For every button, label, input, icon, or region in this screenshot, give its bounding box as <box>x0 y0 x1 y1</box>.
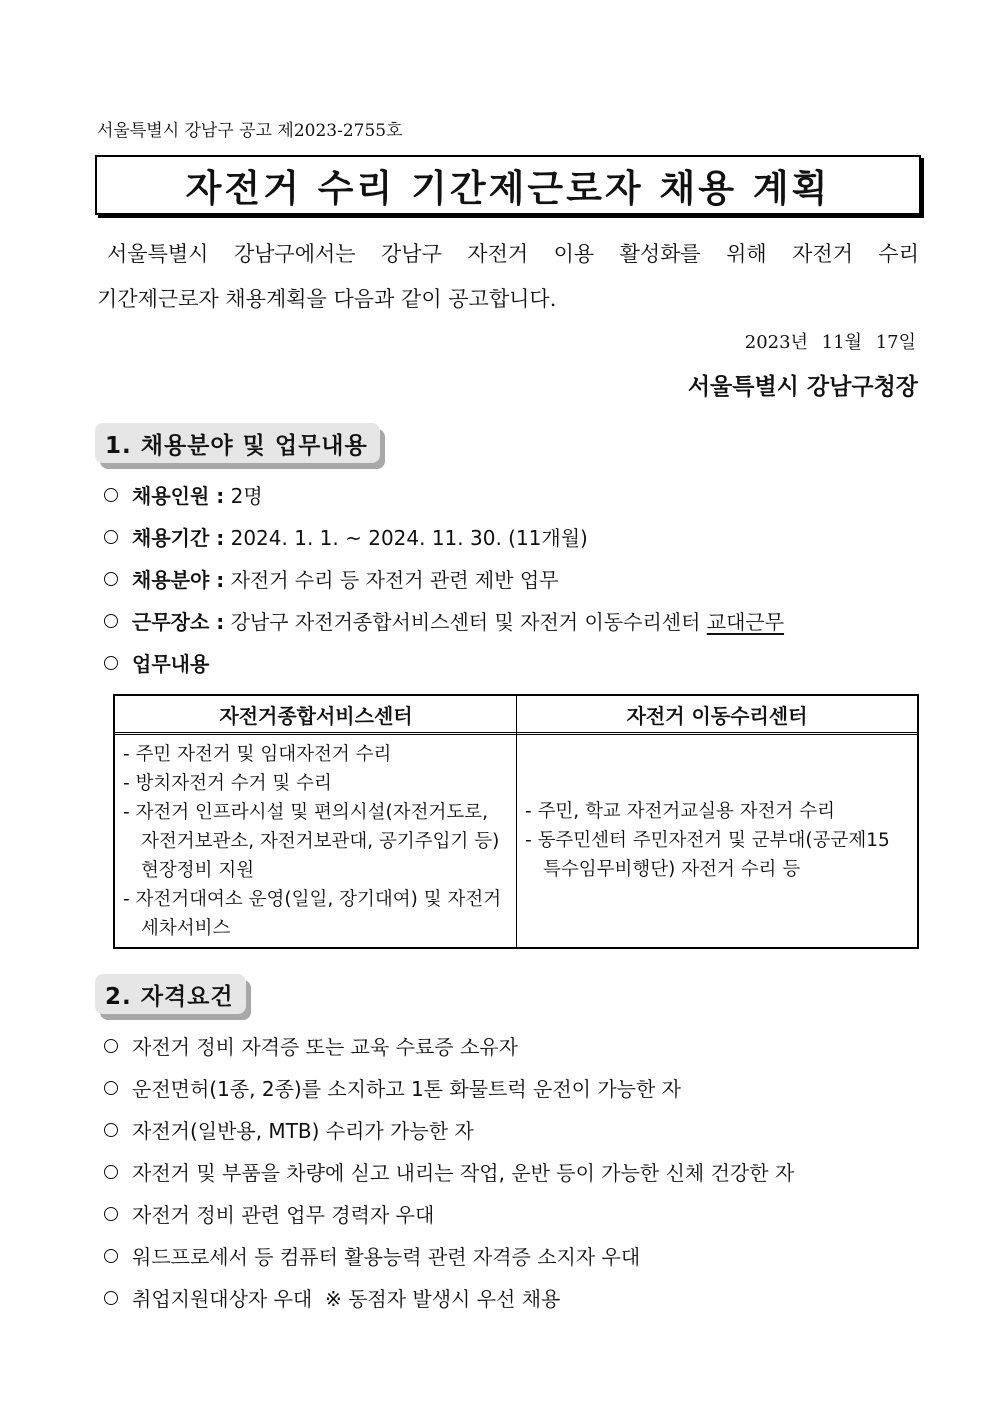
section-1-heading-text: 1. 채용분야 및 업무내용 <box>105 432 368 459</box>
requirement-text: 워드프로세서 등 컴퓨터 활용능력 관련 자격증 소지자 우대 <box>132 1245 641 1269</box>
duty-item: - 자전거 인프라시설 및 편의시설(자전거도로, 자전거보관소, 자전거보관대, 공기주입기 등) 현장정비 지원 <box>123 802 500 881</box>
intro-word: 강남구 <box>381 242 442 266</box>
intro-word: 자전거 <box>467 242 529 266</box>
circle-bullet-icon <box>104 1123 118 1137</box>
list-item <box>104 522 588 551</box>
circle-bullet-icon <box>104 1291 118 1305</box>
list-item <box>104 1283 560 1312</box>
intro-word: 강남구에서는 <box>233 242 356 266</box>
item-value: 2024. 1. 1. ~ 2024. 11. 30. (11개월) <box>230 526 588 550</box>
intro-line-2: 기간제근로자 채용계획을 다음과 같이 공고합니다. <box>97 287 557 311</box>
item-label: 채용기간 : <box>132 526 225 550</box>
intro-line-1 <box>97 232 919 277</box>
list-item <box>104 1199 434 1228</box>
item-value: 강남구 자전거종합서비스센터 및 자전거 이동수리센터 <box>230 610 701 634</box>
notice-date: 2023년 11월 17일 <box>744 332 916 353</box>
duty-text: 특수임무비행단) 자전거 수리 등 <box>543 859 801 880</box>
service-center-duties <box>123 740 511 943</box>
intro-word: 서울특별시 <box>107 242 209 266</box>
item-value: 자전거 수리 등 자전거 관련 제반 업무 <box>230 568 559 592</box>
intro-word: 수리 <box>878 242 919 266</box>
requirement-text: 자전거(일반용, MTB) 수리가 가능한 자 <box>132 1119 474 1143</box>
circle-bullet-icon <box>104 1039 118 1053</box>
requirement-text: 운전면허(1종, 2종)를 소지하고 1톤 화물트럭 운전이 가능한 자 <box>132 1077 681 1101</box>
circle-bullet-icon <box>104 488 118 502</box>
mobile-repair-duties <box>525 797 917 884</box>
duty-item: - 동주민센터 주민자전거 및 군부대(공군제15 <box>525 830 890 851</box>
duty-item: - 주민 자전거 및 임대자전거 수리 <box>123 744 392 765</box>
circle-bullet-icon <box>104 1165 118 1179</box>
title-box <box>95 155 921 215</box>
list-item <box>104 1241 640 1270</box>
notice-number: 서울특별시 강남구 공고 제2023-2755호 <box>97 121 403 141</box>
duty-text: 자전거 인프라시설 및 편의시설(자전거도로, 자전거보관소, 자전거보관대, 공기주입기 등) 현장정비 지원 <box>135 802 500 881</box>
requirement-text: 자전거 정비 자격증 또는 교육 수료증 소유자 <box>132 1035 518 1059</box>
duty-text: 동주민센터 주민자전거 및 군부대(공군제15 <box>537 830 890 851</box>
intro-word: 이용 <box>553 242 595 266</box>
shift-work-emphasis: 교대근무 <box>706 610 785 634</box>
duty-item: - 주민, 학교 자전거교실용 자전거 수리 <box>525 801 836 822</box>
item-label: 업무내용 <box>132 652 210 676</box>
list-item <box>104 1031 518 1060</box>
circle-bullet-icon <box>104 572 118 586</box>
circle-bullet-icon <box>104 530 118 544</box>
item-label: 근무장소 : <box>132 610 225 634</box>
duty-text: 주민 자전거 및 임대자전거 수리 <box>135 744 392 765</box>
list-item <box>104 1073 681 1102</box>
duty-text: 주민, 학교 자전거교실용 자전거 수리 <box>537 801 836 822</box>
duty-text: 자전거대여소 운영(일일, 장기대여) 및 자전거 세차서비스 <box>135 889 502 939</box>
intro-word: 자전거 <box>792 242 853 266</box>
item-value: 2명 <box>230 484 263 508</box>
circle-bullet-icon <box>104 1081 118 1095</box>
list-item <box>104 606 784 635</box>
requirement-text: 취업지원대상자 우대 ※ 동점자 발생시 우선 채용 <box>132 1287 561 1311</box>
item-label: 채용인원 : <box>132 484 225 508</box>
list-item <box>104 564 559 593</box>
duty-item-continued <box>525 855 917 884</box>
duties-table <box>113 694 919 949</box>
duty-item: - 자전거대여소 운영(일일, 장기대여) 및 자전거 세차서비스 <box>123 889 502 939</box>
intro-word: 위해 <box>726 242 767 266</box>
list-item <box>104 1115 474 1144</box>
list-item <box>104 648 209 677</box>
intro-word: 활성화를 <box>619 242 701 266</box>
list-item <box>104 480 263 509</box>
column-divider <box>516 696 517 947</box>
section-1-heading <box>95 423 380 463</box>
item-label: 채용분야 : <box>132 568 225 592</box>
circle-bullet-icon <box>104 1249 118 1263</box>
intro-paragraph <box>97 232 919 322</box>
section-2-heading-text: 2. 자격요건 <box>105 983 234 1010</box>
section-2-heading <box>95 974 246 1014</box>
duty-item: - 방치자전거 수거 및 수리 <box>123 773 332 794</box>
table-header-mobile-repair: 자전거 이동수리센터 <box>626 703 808 728</box>
requirement-text: 자전거 정비 관련 업무 경력자 우대 <box>132 1203 435 1227</box>
requirement-text: 자전거 및 부품을 차량에 싣고 내리는 작업, 운반 등이 가능한 신체 건강한 자 <box>132 1161 795 1185</box>
table-header-service-center: 자전거종합서비스센터 <box>219 703 413 728</box>
page-title: 자전거 수리 기간제근로자 채용 계획 <box>185 167 831 210</box>
circle-bullet-icon <box>104 1207 118 1221</box>
circle-bullet-icon <box>104 656 118 670</box>
list-item <box>104 1157 794 1186</box>
duty-text: 방치자전거 수거 및 수리 <box>135 773 332 794</box>
issuer: 서울특별시 강남구청장 <box>687 373 918 400</box>
circle-bullet-icon <box>104 614 118 628</box>
